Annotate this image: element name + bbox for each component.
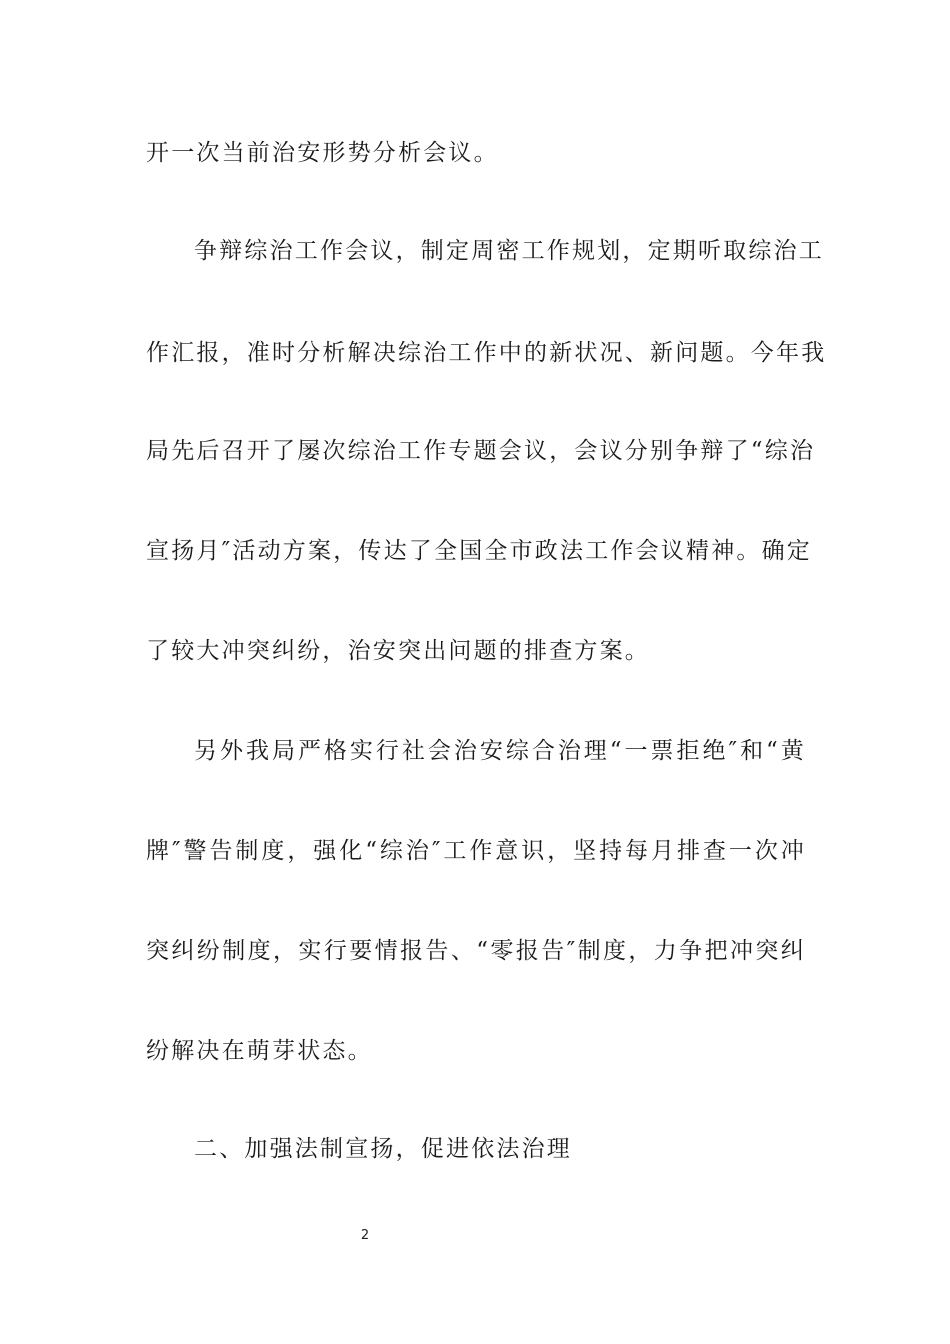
paragraph-line: 了较大冲突纠纷，治安突出问题的排查方案。	[146, 638, 650, 664]
paragraph-line: 开一次当前治安形势分析会议。	[146, 140, 499, 166]
paragraph-line: 作汇报，准时分析解决综治工作中的新状况、新问题。今年我	[146, 340, 827, 366]
paragraph-line: 牌″警告制度，强化“综治″工作意识，坚持每月排查一次冲	[146, 838, 806, 864]
section-heading: 二、加强法制宣扬，促进依法治理	[194, 1136, 572, 1162]
paragraph-line: 另外我局严格实行社会治安综合治理“一票拒绝″和“黄	[194, 738, 806, 764]
paragraph-line: 争辩综治工作会议，制定周密工作规划，定期听取综治工	[194, 238, 824, 264]
paragraph-line: 宣扬月″活动方案，传达了全国全市政法工作会议精神。确定	[146, 538, 812, 564]
page-number: 2	[360, 1228, 370, 1243]
paragraph-line: 纷解决在萌芽状态。	[146, 1038, 373, 1064]
paragraph-line: 突纠纷制度，实行要情报告、“零报告″制度，力争把冲突纠	[146, 938, 806, 964]
paragraph-line: 局先后召开了屡次综治工作专题会议，会议分别争辩了“综治	[146, 438, 816, 464]
